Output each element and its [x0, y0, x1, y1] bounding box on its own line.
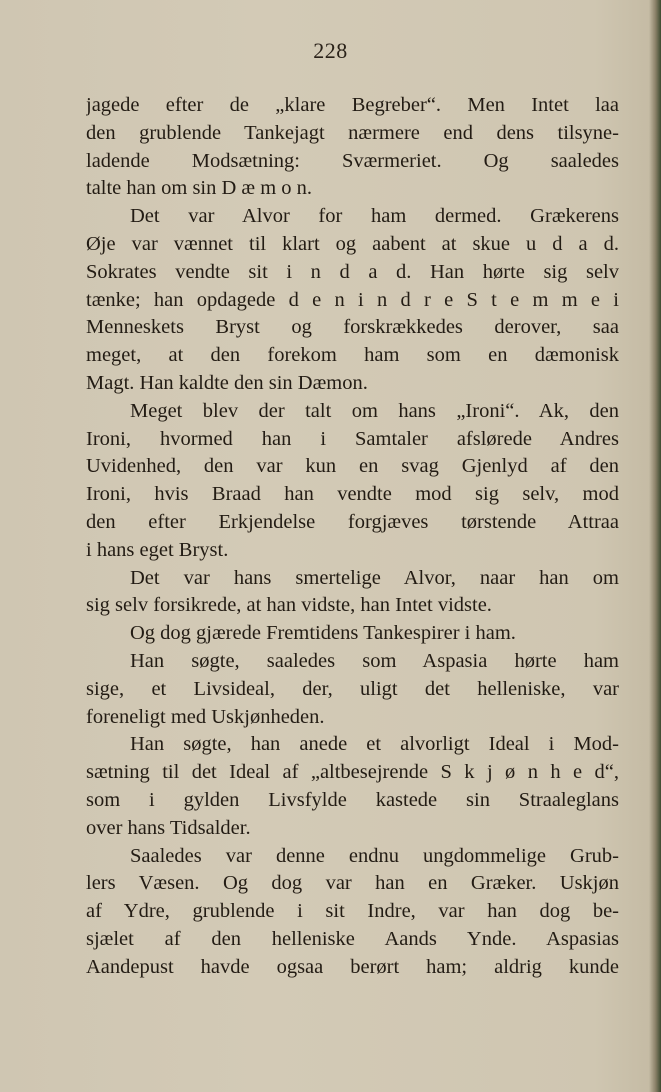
text-line: i hans eget Bryst.	[86, 538, 229, 561]
page-number: 228	[313, 38, 348, 63]
text-line: foreneligt med Uskjønheden.	[86, 705, 325, 728]
page-edge-shadow	[649, 0, 661, 1092]
text-line: Uvidenhed, den var kun en svag Gjenlyd af den	[86, 455, 619, 478]
text-line: sjælet af den helleniske Aands Ynde. Aspasias	[86, 927, 619, 950]
text-line: lers Væsen. Og dog var han en Græker. Uskjøn	[86, 872, 619, 895]
text-line: Det var hans smertelige Alvor, naar han om	[130, 566, 619, 589]
text-line: som i gylden Livsfylde kastede sin Straaleglans	[86, 788, 619, 811]
text-line: over hans Tidsalder.	[86, 816, 251, 839]
text-line: Det var Alvor for ham dermed. Grækerens	[130, 205, 619, 228]
text-line: sig selv forsikrede, at han vidste, han Intet vidste.	[86, 594, 492, 617]
text-line: ladende Modsætning: Sværmeriet. Og saaledes	[86, 149, 619, 172]
body-text	[86, 92, 619, 982]
text-line: Øje var vænnet til klart og aabent at skue u d a d.	[86, 232, 619, 255]
text-line: den grublende Tankejagt nærmere end dens tilsyne-	[86, 121, 619, 144]
text-line: Magt. Han kaldte den sin Dæmon.	[86, 371, 368, 394]
text-line: Ironi, hvis Braad han vendte mod sig selv, mod	[86, 483, 619, 506]
text-line: Menneskets Bryst og forskrækkedes derover, saa	[86, 316, 619, 339]
text-line: tænke; han opdagede d e n i n d r e S t e m m e i	[86, 288, 619, 311]
text-line: jagede efter de „klare Begreber“. Men Intet laa	[86, 94, 619, 116]
text-line: Meget blev der talt om hans „Ironi“. Ak, den	[130, 399, 619, 422]
text-line: Og dog gjærede Fremtidens Tankespirer i ham.	[130, 622, 516, 645]
text-line: af Ydre, grublende i sit Indre, var han dog be-	[86, 900, 619, 923]
text-line: Han søgte, han anede et alvorligt Ideal i Mod-	[130, 733, 619, 756]
text-line: den efter Erkjendelse forgjæves tørstende Attraa	[86, 510, 619, 533]
text-line: sætning til det Ideal af „altbesejrende S k j ø n h e d“,	[86, 761, 619, 784]
text-line: talte han om sin D æ m o n.	[86, 177, 313, 200]
text-line: Han søgte, saaledes som Aspasia hørte ham	[130, 649, 619, 672]
text-line: Saaledes var denne endnu ungdommelige Grub-	[130, 844, 619, 867]
text-line: Aandepust havde ogsaa berørt ham; aldrig kunde	[86, 955, 619, 978]
text-line: Sokrates vendte sit i n d a d. Han hørte sig selv	[86, 260, 619, 283]
text-line: sige, et Livsideal, der, uligt det helleniske, var	[86, 677, 619, 700]
text-line: meget, at den forekom ham som en dæmonisk	[86, 344, 619, 367]
text-line: Ironi, hvormed han i Samtaler afslørede Andres	[86, 427, 619, 450]
